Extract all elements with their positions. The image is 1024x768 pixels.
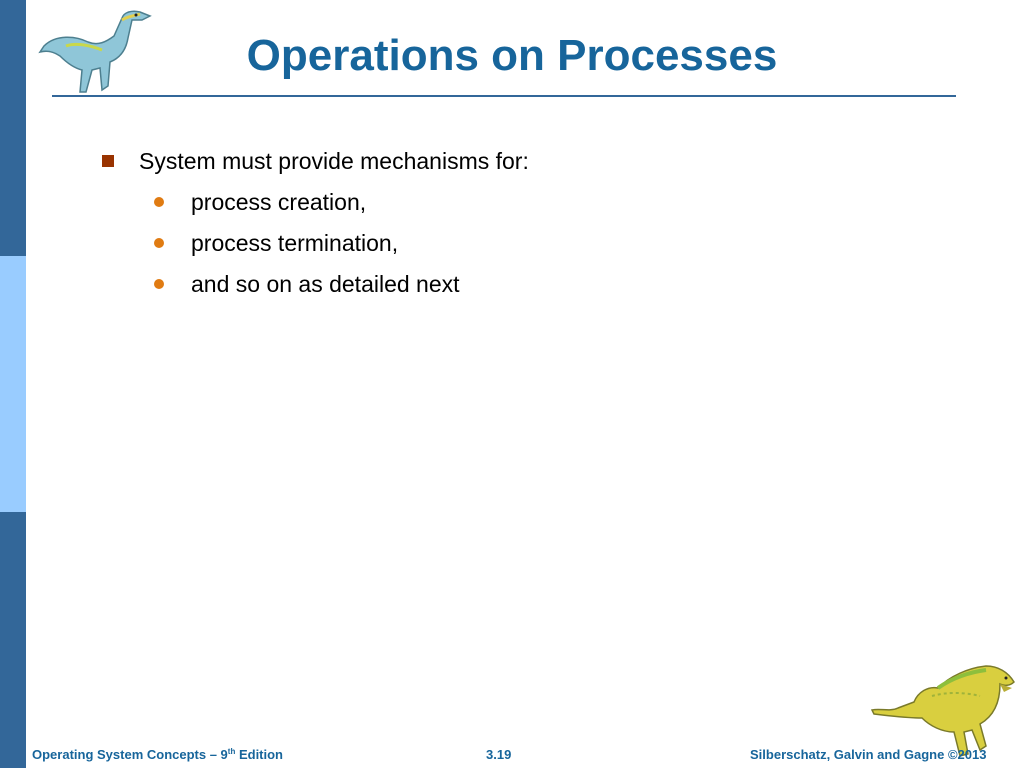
- footer-book-title: [32, 744, 283, 766]
- sidebar-band-bottom: [0, 512, 26, 768]
- sidebar-band-middle: [0, 256, 26, 512]
- sub-bullet-text: and so on as detailed next: [191, 271, 460, 297]
- bullet-item: [102, 146, 962, 176]
- round-bullet-icon: [154, 279, 164, 289]
- footer-book-title-suffix: Edition: [235, 747, 284, 762]
- sub-bullet-text: process creation,: [191, 189, 367, 215]
- sub-bullet-item: [154, 228, 962, 258]
- sub-bullet-item: [154, 269, 962, 299]
- round-bullet-icon: [154, 197, 164, 207]
- footer-book-title-prefix: Operating System Concepts – 9: [32, 747, 228, 762]
- bullet-text: System must provide mechanisms for:: [139, 148, 529, 174]
- title-divider: [52, 95, 956, 97]
- footer-copyright: Silberschatz, Galvin and Gagne ©2013: [750, 747, 987, 762]
- footer-page-number: 3.19: [486, 747, 512, 762]
- slide-body: [102, 146, 962, 299]
- sub-bullet-text: process termination,: [191, 230, 399, 256]
- slide-title: Operations on Processes: [246, 31, 778, 80]
- round-bullet-icon: [154, 238, 164, 248]
- sub-bullet-item: [154, 187, 962, 217]
- square-bullet-icon: [102, 155, 114, 167]
- footer-edition-superscript: th: [227, 747, 236, 756]
